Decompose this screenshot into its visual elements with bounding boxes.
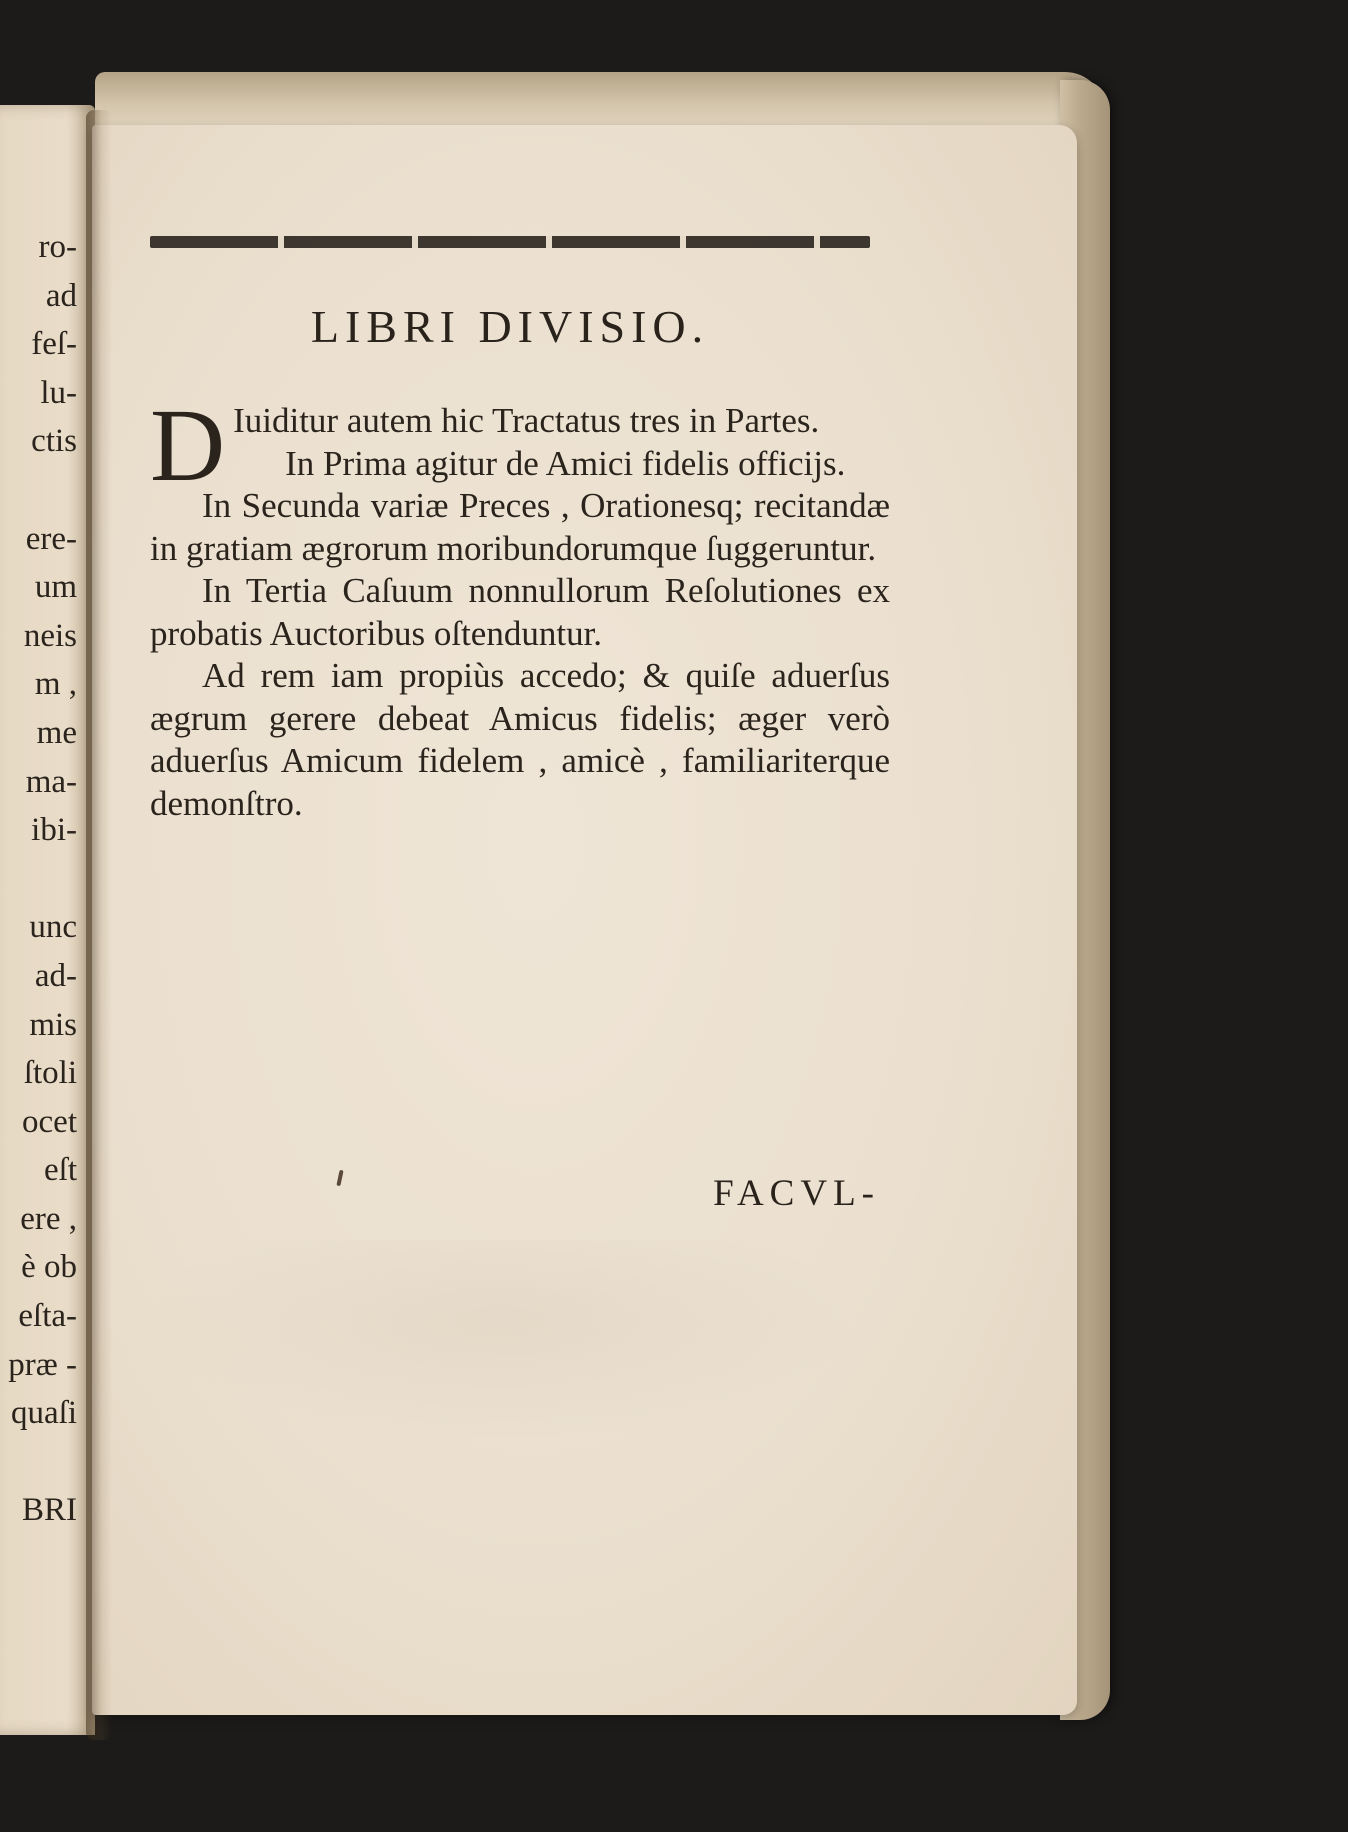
left-line-fragment: ere , — [20, 1200, 77, 1237]
left-line-fragment: eſt — [44, 1152, 77, 1189]
left-line-fragment: neis — [23, 617, 77, 654]
left-line-fragment: m , — [34, 666, 77, 703]
left-page-line-endings — [0, 223, 77, 1535]
gutter-shadow — [86, 110, 112, 1740]
header-rule — [150, 236, 870, 248]
left-line-fragment: è ob — [21, 1249, 77, 1286]
left-page — [0, 105, 95, 1735]
catchword: FACVL- — [713, 1173, 880, 1214]
left-line-fragment: eſta- — [18, 1298, 77, 1335]
left-line-fragment: um — [34, 569, 77, 606]
left-line-fragment: feſ- — [31, 326, 77, 363]
drop-cap: D — [150, 388, 226, 503]
left-line-fragment: ma- — [25, 763, 77, 800]
body-text — [150, 388, 890, 825]
left-line-fragment: lu- — [40, 374, 77, 411]
left-line-gap — [0, 855, 77, 904]
paragraph-3: In Secunda variæ Preces , Orationesq; recitandæ in gratiam ægrorum moribundorumque ſuggeruntur. — [150, 486, 890, 568]
paragraph-2: In Prima agitur de Amici fidelis officijs. — [285, 443, 846, 483]
left-line-gap — [0, 1438, 77, 1487]
left-line-fragment: ibi- — [31, 812, 77, 849]
left-line-fragment: ocet — [22, 1103, 77, 1140]
left-line-fragment: præ - — [8, 1346, 77, 1383]
page-title: LIBRI DIVISIO. — [310, 301, 710, 352]
left-line-fragment: ad — [45, 277, 77, 314]
left-line-fragment: ro- — [38, 229, 77, 265]
left-line-fragment: BRI — [21, 1492, 77, 1529]
left-line-fragment: ſtoli — [23, 1055, 77, 1092]
left-line-fragment: ere- — [25, 520, 77, 557]
paragraph-4: In Tertia Caſuum nonnullorum Reſolutiones ex probatis Auctoribus oſtenduntur. — [150, 571, 890, 653]
left-line-fragment: quaſi — [11, 1395, 77, 1432]
right-page — [92, 125, 1077, 1715]
left-line-fragment: ctis — [31, 423, 77, 460]
left-line-fragment: ad- — [34, 957, 77, 994]
left-line-fragment: unc — [29, 909, 77, 946]
show-through — [140, 1240, 860, 1440]
left-line-fragment: me — [36, 714, 77, 751]
paragraph-1-text: Iuiditur autem hic Tractatus tres in Partes. — [233, 401, 820, 440]
paragraph-5: Ad rem iam propiùs accedo; & quiſe aduerſus ægrum gerere debeat Amicus fidelis; æger verò aduerſus Amicum fidelem , amicè , familiariterque demonſtro. — [150, 656, 890, 823]
book-top-edge — [95, 72, 1105, 132]
left-line-fragment: mis — [29, 1006, 77, 1043]
left-line-gap — [0, 466, 77, 515]
